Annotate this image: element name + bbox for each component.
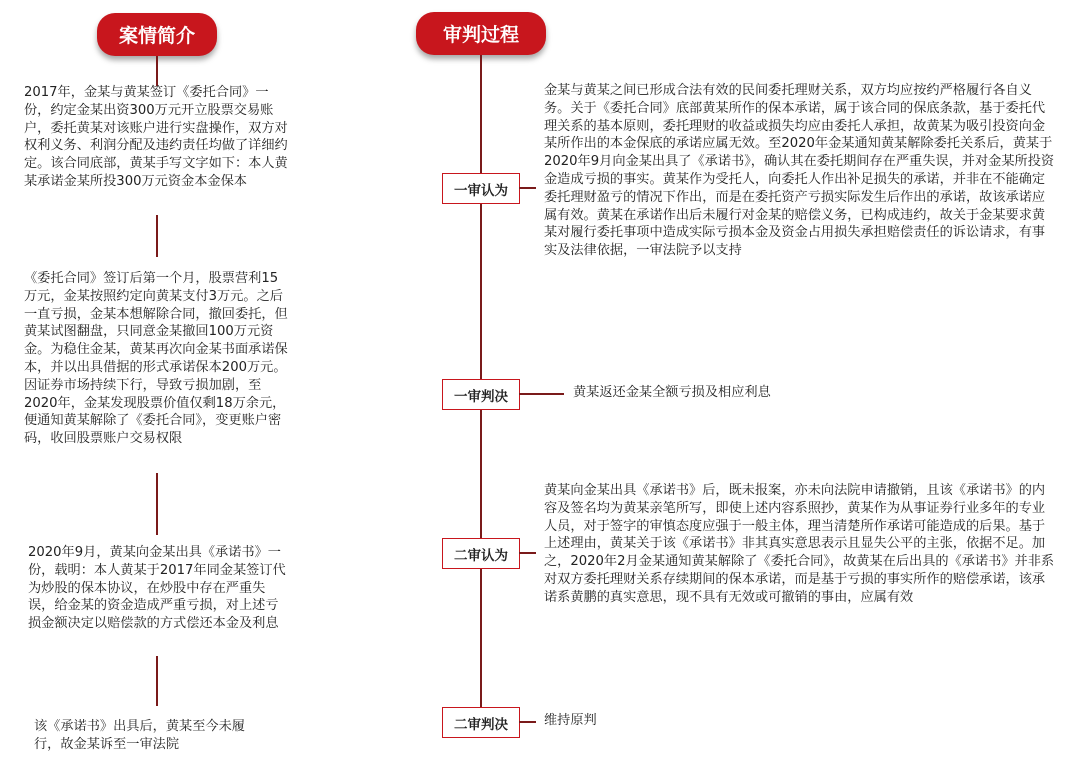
case-summary-title: 案情简介: [97, 13, 217, 56]
stage-first-instance-judgment: 一审判决: [442, 379, 520, 410]
stage-second-instance-opinion: 二审认为: [442, 538, 520, 569]
stage-connector: [519, 187, 536, 189]
case-block-4: 该《承诺书》出具后，黄某至今未履行，故金某诉至一审法院: [34, 719, 245, 752]
case-block-1: 2017年，金某与黄某签订《委托合同》一份，约定金某出资300万元开立股票交易账户，委托黄某对该账户进行实盘操作，双方对权利义务、利润分配及违约责任均做了详细约定。该合同底部，黄某手写文字如下：本人黄某承诺金某所投300万元资金本金保本: [24, 85, 288, 189]
stage-connector: [519, 721, 536, 723]
case-block-2: 《委托合同》签订后第一个月，股票营利15万元，金某按照约定向黄某支付3万元。之后一直亏损，金某本想解除合同，撤回委托，但黄某试图翻盘，只同意金某撤回100万元资金。为稳住金某，黄某再次向金某书面承诺保本，并以出具借据的形式承诺保本200万元。因证券市场持续下行，导致亏损加剧，至2020年，金某发现股票价值仅剩18万余元，便通知黄某解除了《委托合同》，变更账户密码，收回股票账户交易权限: [24, 271, 288, 447]
case-block-3: 2020年9月，黄某向金某出具《承诺书》一份，载明：本人黄某于2017年同金某签订代为炒股的保本协议，在炒股中存在严重失误，给金某的资金造成严重亏损，对上述亏损金额决定以赔偿款的方式偿还本金及利息: [28, 545, 286, 632]
left-connector-line: [156, 656, 158, 706]
stage-first-instance-opinion: 一审认为: [442, 173, 520, 204]
second-instance-opinion-text: 黄某向金某出具《承诺书》后，既未报案，亦未向法院申请撤销，且该《承诺书》的内容及签名均为黄某亲笔所写，即使上述内容系照抄，黄某作为从事证券行业多年的专业人员，对于签字的审慎态度应强于一般主体，理当清楚所作承诺可能造成的后果。基于上述理由，黄某关于该《承诺书》非其真实意思表示且显失公平的主张，依据不足。加之，2020年2月金某通知黄某解除了《委托合同》，故黄某在后出具的《承诺书》并非系对双方委托理财关系存续期间的保本承诺，而是基于亏损的事实所作的赔偿承诺，该承诺系黄鹏的真实意思，现不具有无效或可撤销的事由，应属有效: [544, 483, 1055, 605]
first-instance-opinion-text: 金某与黄某之间已形成合法有效的民间委托理财关系，双方均应按约严格履行各自义务。关于《委托合同》底部黄某所作的保本承诺，属于该合同的保底条款，基于委托代理关系的基本原则，委托理财的收益或损失均应由委托人承担，故黄某为吸引投资向金某所作出的本金保底的承诺应属无效。至2020年金某通知黄某解除委托关系后，黄某于2020年9月向金某出具了《承诺书》，确认其在委托期间存在严重失误，并对金某所投资金造成亏损的事实。黄某作为受托人，向委托人作出补足损失的承诺，并非在不能确定委托理财盈亏的情况下作出，而是在委托资产亏损实际发生后作出的承诺，故该承诺应属有效。黄某在承诺作出后未履行对金某的赔偿义务，已构成违约，故关于金某要求黄某对履行委托事项中造成实际亏损本金及资金占用损失承担赔偿责任的诉讼请求，有事实及法律依据，一审法院予以支持: [544, 83, 1055, 259]
left-connector-line: [156, 215, 158, 257]
second-instance-judgment-text: 维持原判: [544, 713, 597, 728]
stage-second-instance-judgment: 二审判决: [442, 707, 520, 738]
first-instance-judgment-text: 黄某返还金某全额亏损及相应利息: [573, 385, 771, 400]
stage-connector: [519, 393, 564, 395]
left-connector-line: [156, 473, 158, 535]
stage-connector: [519, 552, 536, 554]
left-connector-line: [156, 56, 158, 86]
trial-process-title: 审判过程: [416, 12, 546, 55]
